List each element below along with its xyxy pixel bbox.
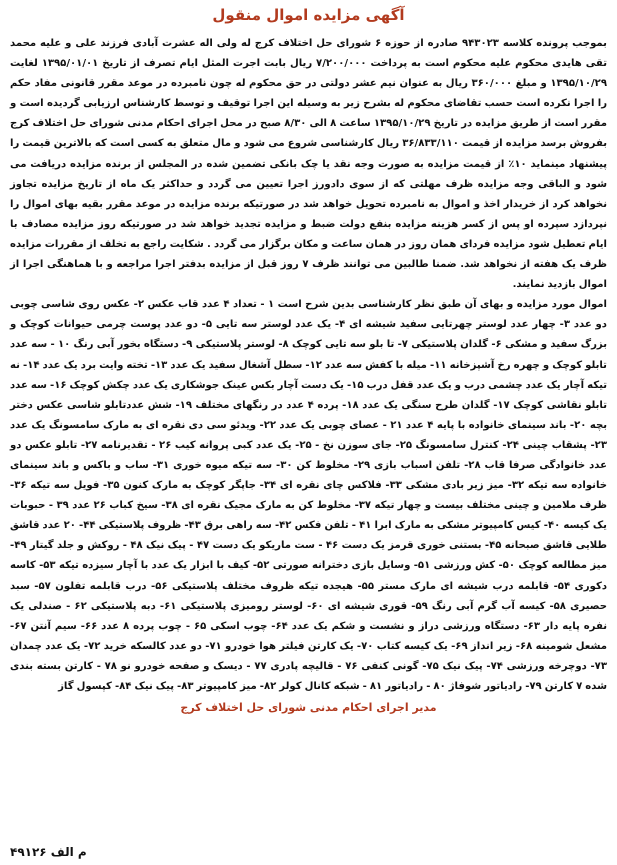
notice-reference-code: م الف ۴۹۱۲۶: [10, 845, 87, 859]
notice-title: آگهی مزایده اموال منقول: [212, 6, 405, 24]
notice-paragraph-items: اموال مورد مزایده و بهای آن طبق نظر کارشناسی بدین شرح است ۱ - تعداد ۴ عدد قاب عکس ۲- عکس روی شاسی چوبی دو عدد ۳- چهار عدد لوستر چهرتایی سفید شیشه ای ۴- یک عدد لوستر سه تایی ۵- دو عدد پوست چرمی حیوانات کوچک و بزرگ سفید و مشکی ۶- گلدان پلاستیکی ۷- تا بلو سه تایی کوچک ۸- لوستر پلاستیکی ۹- دستگاه بخور آبی رنگ ۱۰ - سه عدد تابلو کوچک و چهره رخ آشپزخانه ۱۱- میله با کفش سه عدد ۱۲- سطل آشغال سفید یک عدد ۱۳- تخته وایت برد یک عدد ۱۴- نه تیکه آچار یک عدد چشمی درب و یک عدد قفل درب ۱۵- یک دست آچار بکس عینک جوشکاری یک عدد چکش کوچک ۱۶- سه عدد تابلو نقاشی کوچک ۱۷- گلدان طرح سنگی یک عدد ۱۸- پرده ۴ عدد در رنگهای مختلف ۱۹- شش عددتابلو شاسی عکس دختر بچه ۲۰- باند سینمای خانواده با پایه ۴ عدد ۲۱ - عصای چوبی یک عدد ۲۲- ویدئو سی دی نقره ای به مارک سامسونگ یک عدد ۲۳- پشقاب چینی ۲۴- کنترل سامسونگ ۲۵- جای سوزن نخ - ۲۵- یک عدد کبی پروانه کیب ۲۶ - تقدیرنامه ۲۷- تابلو عکس دو عدد خانوادگی صرفا قاب ۲۸- تلفن اسباب بازی ۲۹- مخلوط کن ۳۰- سه تیکه میوه خوری ۳۱- ساب و باکس و باند سینمای خانواده سه تیکه ۳۲- میز زیر بادی مشکی ۳۳- فلاکس چای نقره ای ۳۴- جاپگر کوچک به مارک کنون ۳۵- فویل سه تیکه ۳۶- ظرف ملامین و چینی مختلف بیست و چهار تیکه ۳۷- مخلوط کن به مارک مجیک نقره ای ۳۸- سیخ کباب ۲۶ عدد ۳۹ - حبوبات یک کیسه ۴۰- کیس کامپیوتر مشکی به مارک ابرا ۴۱ - تلفن فکس ۴۲- سه راهی برق ۴۳- ظروف پلاستیکی ۴۴- ۲۰ عدد قاشق طلایی قاشق صبحانه ۴۵- بستنی خوری قرمز یک دست ۴۶ - ست ماریکو یک دست ۴۷ - پیک نیک ۴۸ - روکش و جلد گیتار ۴۹- میز مطالعه کوچک ۵۰- کش ورزشی ۵۱- وسایل بازی دخترانه صورتی ۵۲- کیف با ابزار یک عدد با آچار سیزده تیکه ۵۳- کاسه دکوری ۵۴- قابلمه درب شیشه ای مارک مستر ۵۵- هیجده تیکه ظروف مختلف پلاستیکی ۵۶- درب قابلمه تفلون ۵۷- سبد حصیری ۵۸- کیسه آب گرم آبی رنگ ۵۹- قوری شیشه ای ۶۰- لوستر رومیزی پلاستیکی ۶۱- دبه پلاستیکی ۶۲ - صندلی یک نفره پایه دار ۶۳- دستگاه ورزشی دراز و نشست و شکم یک عدد ۶۴- چوب اسکی ۶۵ - چوب پرده ۸ عدد ۶۶- سیم آنتن ۶۷- مشعل شومینه ۶۸- زیر انداز ۶۹- یک کیسه کتاب ۷۰- یک کارتن فیلتر هوا خودرو ۷۱- دو عدد کالسکه خرید ۷۲- یک عدد چمدان ۷۳- دوچرخه ورزشی ۷۴- پیک نیک ۷۵- گونی کنفی ۷۶ - قالیچه پادری ۷۷ - دیسک و صفحه خودرو نو ۷۸ - کارتن بسته بندی شده ۷ کارتن ۷۹- رادیاتور شوفاژ ۸۰ - رادیاتور ۸۱ - شبکه کانال کولر ۸۲- میز کامپیوتر ۸۳- پیک نیک ۸۴- کپسول گاز: [10, 299, 608, 692]
notice-body: [10, 34, 607, 697]
notice-paragraph-intro: بموجب پرونده کلاسه ۹۴۳۰۲۳ صادره از حوزه ۶ شورای حل اختلاف کرج له ولی اله عشرت آبادی فرزند علی و علیه محمد تقی هایدی محکوم علیه محکوم است به پرداخت ۷/۲۰۰/۰۰۰ ریال بابت اجرت المثل ایام تصرف از تاریخ ۱۳۹۵/۰۱/۰۱ لغایت ۱۳۹۵/۱۰/۲۹ و مبلغ ۳۶۰/۰۰۰ ریال به عنوان نیم عشر دولتی در حق محکوم له چون نامبرده در موعد مقرر قانونی مفاد حکم را اجرا نکرده است حسب تقاضای محکوم له بشرح زیر به وسیله این اجرا توقیف و توسط کارشناس ارزیابی گردیده است و مقرر است از طریق مزایده در تاریخ ۱۳۹۵/۱۰/۲۹ ساعت ۸ الی ۸/۳۰ صبح در محل اجرای احکام مدنی شورای حل اختلاف کرج بفروش برسد مزایده از قیمت ۳۶/۸۳۳/۱۱۰ ریال کارشناسی شروع می شود و مال متعلق به کسی است که بالاترین قیمت را پیشنهاد مینماید ۱۰٪ از قیمت مزایده به صورت وجه نقد یا چک بانکی تضمین شده در المجلس از برنده مزایده دریافت می شود و الباقی وجه مزایده ظرف مهلتی که از سوی دادورز اجرا تعیین می گردد و حداکثر یک ماه از تاریخ مزایده تجاوز نخواهد کرد از خریدار اخذ و اموال به نامبرده تحویل خواهد شد در صورتیکه برنده مزایده در موعد مقرر بقیه بهای اموال را نپردازد سپرده او پس از کسر هزینه مزایده بنفع دولت ضبط و مزایده تجدید خواهد شد در صورتیکه روز مزایده مصادف با ایام تعطیل شود مزایده فردای همان روز در همان ساعت و مکان برگزار می گردد . شکایت راجع به تخلف از مقررات مزایده ظرف یک هفته از نخواهد شد. ضمنا طالبین می توانند ظرف ۷ روز قبل از مزایده بدفتر اجرا مراجعه و با هماهنگی اجرا از اموال بازدید نمایند.: [10, 38, 608, 291]
notice-signature: مدیر اجرای احکام مدنی شورای حل اختلاف کرج: [180, 701, 437, 715]
